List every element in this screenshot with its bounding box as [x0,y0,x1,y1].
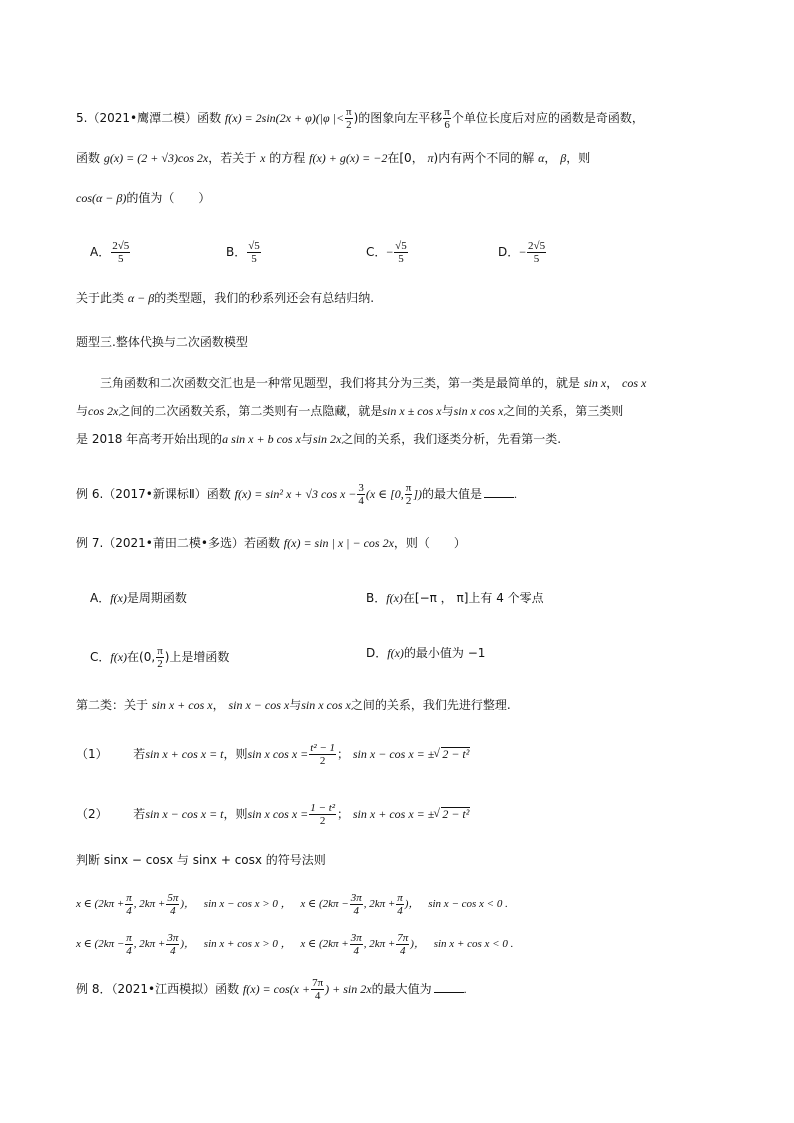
intro-line1 [100,375,646,391]
intro-text-3: 之间的关系，第三类则 [503,404,624,418]
formula-1-sqrt: √ 2 − t² [434,746,470,762]
q5-option-a[interactable]: A． $\frac{2√5}{5}$ [90,240,130,265]
ex6-answer-blank[interactable] [484,487,514,498]
formula-2-number: （2） [76,807,108,821]
formula-2-sqrt: √ 2 − t² [434,806,470,822]
intro-sinpmcos: sin x ± cos x [382,404,442,418]
intro-and-2: 与 [441,404,454,418]
formula-1-diff: sin x − cos x = ± [352,747,435,761]
q5-interval-start: 在[0， [387,151,424,165]
ex7-option-d[interactable]: D．f(x)的最小值为 −1 [366,646,486,660]
intro-sincos: sin x cos x [453,404,504,418]
q5-equation: f(x) + g(x) = −2 [309,151,388,165]
class2-sep: ， [212,698,225,712]
intro-text-2: 之间的二次函数关系，第二类则有一点隐藏，就是 [118,404,383,418]
ex6-func: f(x) = sin² x + √3 cos x − [234,487,357,501]
ex8-line: 例 8．（2021•江西模拟）函数 f(x) = cos(x + $\frac{7\pi}{4}$ ) + sin 2x的最大值为 . [76,977,467,1002]
ex8-func-2: ) + sin 2x [325,982,372,996]
q5-line1 [76,106,644,131]
ex8-func: f(x) = cos(x + [242,982,311,996]
formula-2-cond: sin x − cos x = t [145,807,224,821]
intro-sin2x: sin 2x [312,432,342,446]
ex6-frac-3-4: $\frac{3}{4}$ [358,482,364,507]
formula-1-frac: $\frac{\text{t² − 1}}{2}$ [310,742,336,767]
ex8-suffix: 的最大值为 [371,982,432,996]
note-prefix: 关于此类 [76,291,125,305]
section3-title: 题型三.整体代换与二次函数模型 [76,335,248,349]
intro-cos2x: cos 2x [88,404,119,418]
intro-sin: sin x [583,376,607,390]
class2-suffix: 之间的关系，我们先进行整理. [350,698,511,712]
formula-1 [76,742,470,767]
q5-var-x: x [260,151,266,165]
intro-and-3: 与 [300,432,313,446]
note-alpha-beta [76,290,374,306]
ex8-frac: $\frac{7\pi}{4}$ [312,977,324,1002]
sign-rule-2: x ∈ (2kπ − $\frac{\pi}{4}$ , 2kπ + $\frac{3\pi}{4}$ )， sin x + cos x > 0 ， x ∈ (2kπ + $\frac{3\pi}{4}$ , 2kπ + $\frac{7\pi}{4}$ )， sin x + cos x < 0 . [76,932,514,957]
q5-pi: π [427,151,434,165]
intro-sep: ， [606,376,619,390]
class2-line [76,697,511,713]
formula-1-then: ，则 [223,747,248,761]
class2-sum: sin x + cos x [151,698,213,712]
q5-alpha: α [538,151,545,165]
ex7-option-c[interactable]: C．f(x)在(0, $\frac{\pi}{2}$ )上是增函数 [90,645,230,670]
q5-text-shift: )的图象向左平移 [353,111,443,125]
formula-1-semicolon: ； [337,747,350,761]
q5-frac-pi-2: $\frac{\pi}{2}$ [346,106,352,131]
q5-option-d[interactable]: D．− $\frac{2√5}{5}$ [498,240,546,265]
q5-text-odd: 个单位长度后对应的函数是奇函数， [451,111,644,125]
ex7-option-a[interactable]: A．f(x)是周期函数 [90,591,187,605]
ex7-prefix: 例 7.（2021•莆田二模•多选）若函数 [76,536,280,550]
ex7-func: f(x) = sin | x | − cos 2x [283,536,394,550]
intro-text-5: 之间的关系，我们逐类分析，先看第一类. [341,432,562,446]
ex7-line [76,535,466,551]
sign-rule-1: x ∈ (2kπ + $\frac{\pi}{4}$ , 2kπ + $\frac{5\pi}{4}$ )， sin x − cos x > 0 ， x ∈ (2kπ − $\frac{3\pi}{4}$ , 2kπ + $\frac{\pi}{4}$ )， sin x − cos x < 0 . [76,892,508,917]
q5-text-then: ，则 [566,151,591,165]
class2-diff: sin x − cos x [228,698,290,712]
q5-comma: ， [544,151,557,165]
ex6-prefix: 例 6.（2017•新课标Ⅱ）函数 [76,487,231,501]
q5-text-func: 函数 [76,151,101,165]
ex8-prefix: 例 8．（2021•江西模拟）函数 [76,982,240,996]
q5-frac-pi-6: $\frac{\pi}{6}$ [444,106,450,131]
q5-beta: β [560,151,567,165]
ex6-frac-pi-2: $\frac{\pi}{2}$ [405,482,412,507]
note-suffix: 的类型题，我们的秒系列还会有总结归纳. [154,291,375,305]
ex6-suffix: 的最大值是 [422,487,483,501]
ex8-answer-blank[interactable] [434,982,464,993]
q5-text-about: ，若关于 [208,151,257,165]
q5-option-b[interactable]: B． $\frac{√5}{5}$ [226,240,260,265]
formula-2-product: sin x cos x = [247,807,309,821]
intro-line3 [76,431,561,447]
q5-func-g: g(x) = (2 + √3)cos 2x [103,151,209,165]
q5-text-value: 的值为（ ） [126,191,211,205]
sign-rule-title: 判断 sinx − cosx 与 sinx + cosx 的符号法则 [76,853,326,867]
class2-and: 与 [289,698,302,712]
ex6-line: 例 6.（2017•新课标Ⅱ）函数 f(x) = sin² x + √3 cos x − $\frac{3}{4}$ (x ∈ [0, $\frac{\pi}{2}$ ])的最大值是 . [76,482,518,507]
formula-2-frac: $\frac{\text{1 − t²}}{2}$ [310,802,336,827]
class2-product: sin x cos x [301,698,351,712]
formula-2-semicolon: ； [337,807,350,821]
formula-1-cond: sin x + cos x = t [145,747,224,761]
formula-2-then: ，则 [223,807,248,821]
q5-source: 5.（2021•鹰潭二模）函数 [76,111,222,125]
intro-line2 [76,403,623,419]
formula-2 [76,802,470,827]
intro-text-4: 是 2018 年高考开始出现的 [76,432,223,446]
formula-1-if: 若 [133,747,146,761]
q5-cos-expr: cos(α − β) [76,191,127,205]
q5-func-f: f(x) = 2sin(2x + φ)(|φ |< [224,111,345,125]
q5-line3 [76,190,210,206]
q5-text-solutions: )内有两个不同的解 [433,151,535,165]
class2-prefix: 第二类：关于 [76,698,149,712]
intro-text-1: 三角函数和二次函数交汇也是一种常见题型，我们将其分为三类，第一类是最简单的，就是 [100,376,581,390]
q5-option-c[interactable]: C．− $\frac{√5}{5}$ [366,240,407,265]
ex6-domain: (x ∈ [0, [365,487,404,501]
formula-1-number: （1） [76,747,108,761]
formula-2-sum: sin x + cos x = ± [352,807,435,821]
q5-line2 [76,150,590,166]
intro-asinbcos: a sin x + b cos x [222,432,301,446]
ex7-suffix: ，则（ ） [393,536,466,550]
intro-and: 与 [76,404,89,418]
ex7-option-b[interactable]: B．f(x)在[−π ， π]上有 4 个零点 [366,591,544,605]
intro-cos: cos x [622,376,647,390]
note-math: α − β [127,291,155,305]
formula-2-if: 若 [133,807,146,821]
q5-text-eq: 的方程 [269,151,306,165]
ex6-close: ]) [413,487,423,501]
formula-1-product: sin x cos x = [247,747,309,761]
